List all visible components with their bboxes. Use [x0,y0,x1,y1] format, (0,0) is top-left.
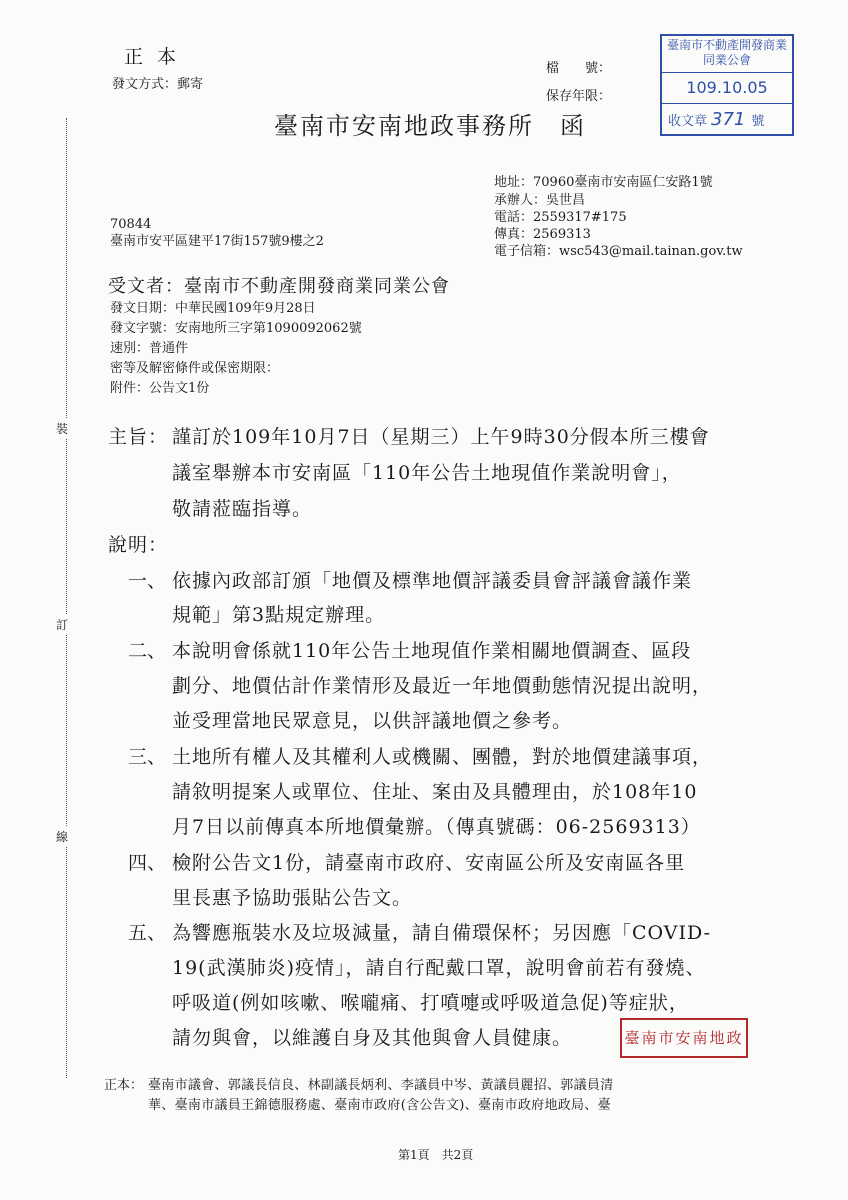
item-line: 並受理當地民眾意見，以供評議地價之參考。 [172,710,573,732]
sender-handler: 承辦人：吳世昌 [494,193,586,208]
document-title: 臺南市安南地政事務所 函 [274,112,586,140]
item-marker: 二、 [128,640,167,662]
stamp-suffix: 號 [751,114,765,129]
stamp-date: 109.10.05 [662,73,792,104]
copy-type: 正 本 [124,46,181,68]
stamp-receipt-label: 收文章 [668,114,708,129]
file-no-label: 檔 號： [546,61,612,76]
item-line: 依據內政部訂頒「地價及標準地價評議委員會評議會議作業 [172,570,693,592]
security-level: 密等及解密條件或保密期限： [110,361,280,376]
send-method: 發文方式：郵寄 [112,77,204,92]
speed: 速別：普通件 [110,341,189,356]
item-line: 19(武漢肺炎)疫情」，請自行配戴口罩，說明會前若有發燒、 [172,957,706,979]
binding-mark-xian: 線 [56,826,68,847]
sender-email: 電子信箱：wsc543@mail.tainan.gov.tw [494,244,743,259]
item-line: 檢附公告文1份，請臺南市政府、安南區公所及安南區各里 [172,852,686,874]
binding-line [66,118,67,1078]
send-date: 發文日期：中華民國109年9月28日 [110,301,316,316]
official-seal: 臺南市安南地政 [620,1018,748,1058]
recipient: 受文者：臺南市不動產開發商業同業公會 [108,276,450,297]
doc-number: 發文字號：安南地所三字第1090092062號 [110,321,362,336]
item-line: 請勿與會，以維護自身及其他與會人員健康。 [172,1027,573,1049]
retention-label: 保存年限： [546,89,612,104]
explanation-label: 說明： [108,534,169,556]
binding-mark-ding: 訂 [56,614,68,635]
recipient-postal-code: 70844 [110,217,152,232]
cc-line: 華、臺南市議員王錦德服務處、臺南市政府(含公告文)、臺南市政府地政局、臺 [148,1098,611,1113]
cc-label: 正本： [104,1078,144,1093]
item-marker: 五、 [128,922,167,944]
recipient-address: 臺南市安平區建平17街157號9樓之2 [110,234,324,249]
item-line: 本說明會係就110年公告土地現值作業相關地價調查、區段 [172,640,692,662]
subject-line: 議室舉辦本市安南區「110年公告土地現值作業說明會」， [172,462,682,484]
item-line: 為響應瓶裝水及垃圾減量，請自備環保杯；另因應「COVID- [172,922,712,944]
stamp-org: 臺南市不動產開發商業同業公會 [662,36,792,73]
binding-mark-zhuang: 裝 [56,418,68,439]
cc-line: 臺南市議會、郭議長信良、林副議長炳利、李議員中岑、黃議員麗招、郭議員清 [148,1078,614,1093]
subject-line: 敬請蒞臨指導。 [172,498,313,520]
item-line: 劃分、地價估計作業情形及最近一年地價動態情況提出說明， [172,675,713,697]
item-line: 規範」第3點規定辦理。 [172,604,386,626]
stamp-receipt [662,104,792,136]
subject-line: 謹訂於109年10月7日（星期三）上午9時30分假本所三樓會 [172,426,710,448]
item-line: 土地所有權人及其權利人或機關、團體，對於地價建議事項， [172,746,713,768]
item-marker: 三、 [128,746,167,768]
receipt-stamp [660,34,794,136]
item-marker: 四、 [128,852,167,874]
subject-label: 主旨： [108,426,169,448]
stamp-receipt-no: 371 [711,109,746,130]
item-line: 請敘明提案人或單位、住址、案由及具體理由，於108年10 [172,781,698,803]
sender-address: 地址：70960臺南市安南區仁安路1號 [494,175,713,190]
item-line: 呼吸道(例如咳嗽、喉嚨痛、打噴嚏或呼吸道急促)等症狀， [172,992,689,1014]
item-marker: 一、 [128,570,167,592]
sender-fax: 傳真：2569313 [494,227,591,242]
item-line: 月7日以前傳真本所地價彙辦。（傳真號碼：06-2569313） [172,816,701,838]
item-line: 里長惠予協助張貼公告文。 [172,887,413,909]
sender-phone: 電話：2559317#175 [494,210,627,225]
page-number: 第1頁 共2頁 [398,1148,474,1162]
attachment: 附件：公告文1份 [110,381,210,396]
